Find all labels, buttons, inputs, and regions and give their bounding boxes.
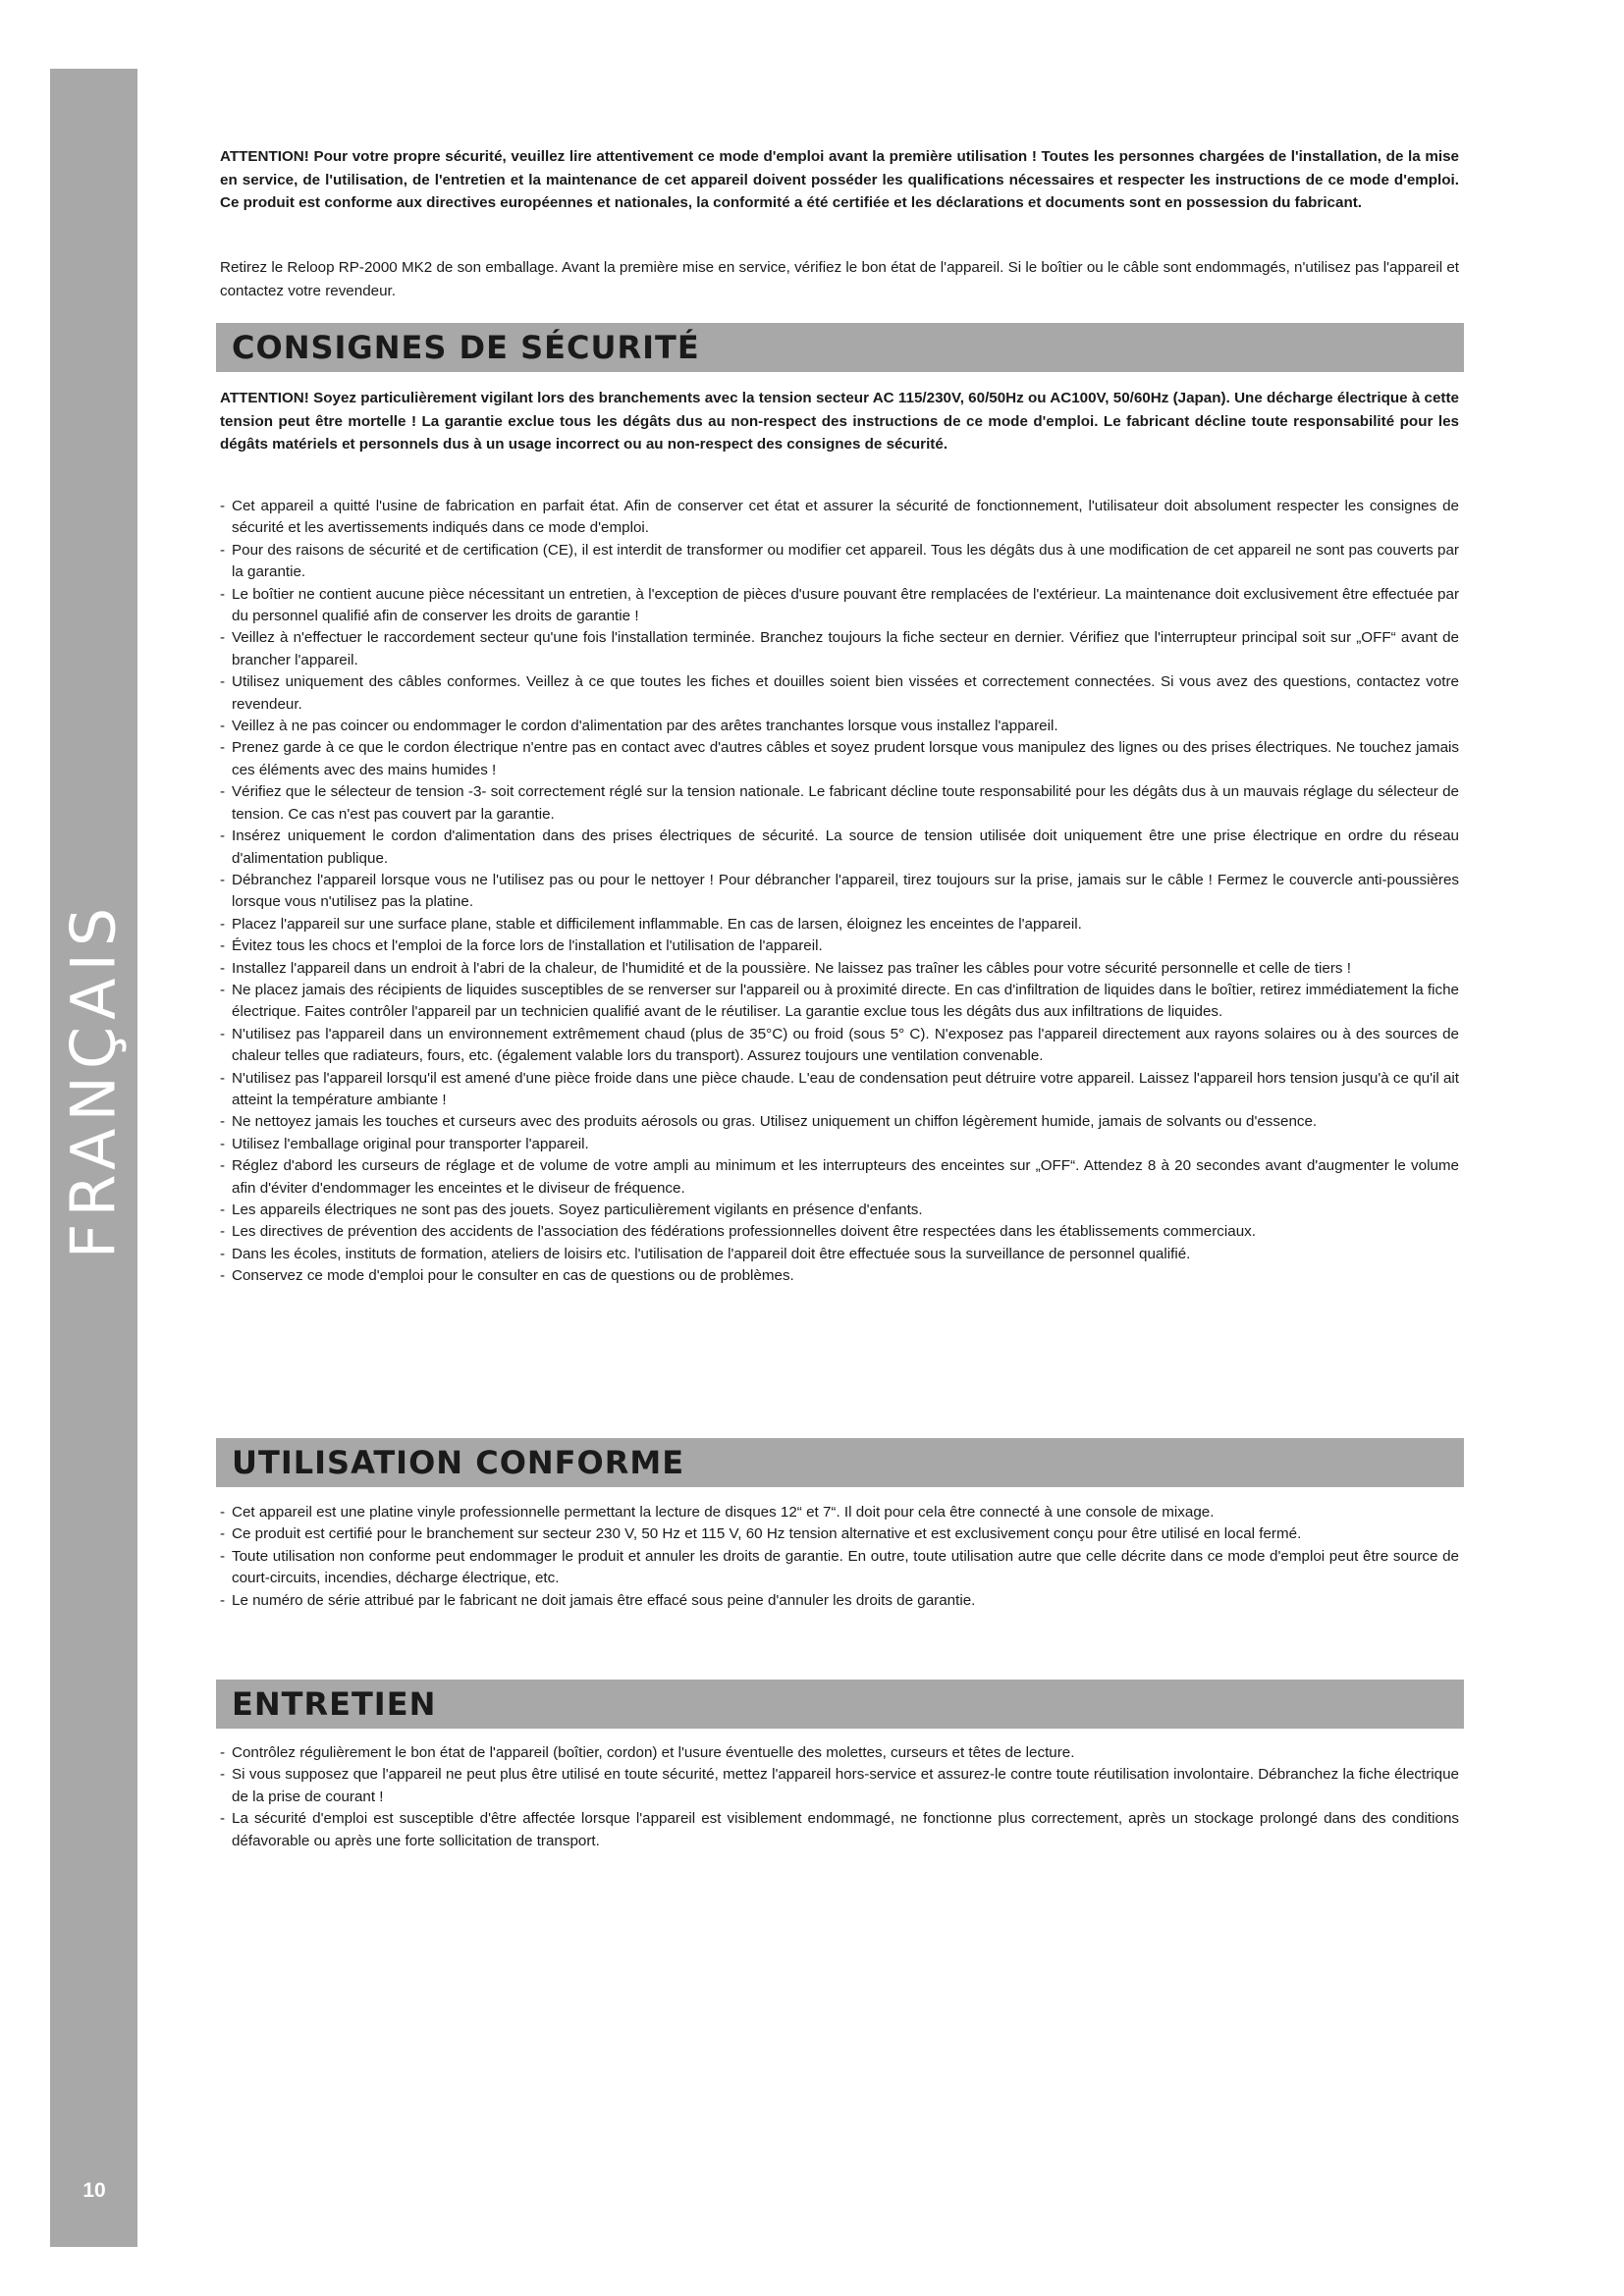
safety-item: - Placez l'appareil sur une surface plane, stable et difficilement inflammable. En cas de larsen, éloignez les enceintes de l'appareil.: [220, 914, 1459, 935]
safety-item: - Le boîtier ne contient aucune pièce nécessitant un entretien, à l'exception de pièces d'usure pouvant être remplacées de l'extérieur. La maintenance doit exclusivement être effectuée par du personnel qualifié afin de conserver les droits de garantie !: [220, 584, 1459, 628]
safety-item: - Débranchez l'appareil lorsque vous ne l'utilisez pas ou pour le nettoyer ! Pour débrancher l'appareil, tirez toujours sur la prise, jamais sur le câble ! Fermez le couvercle anti-poussières lorsque vous n'utilisez pas la platine.: [220, 870, 1459, 914]
intro-attention: ATTENTION! Pour votre propre sécurité, veuillez lire attentivement ce mode d'emploi avant la première utilisation ! Toutes les personnes chargées de l'installation, de la mise en service, de l'utilisation, de l'entretien et la maintenance de cet appareil doivent posséder les qualifications nécessaires et respecter les instructions de ce mode d'emploi. Ce produit est conforme aux directives européennes et nationales, la conformité a été certifiée et les déclarations et documents sont en possession du fabricant.: [220, 148, 1459, 211]
maintenance-list: [220, 1742, 1459, 1852]
safety-title: CONSIGNES DE SÉCURITÉ: [232, 329, 700, 366]
usage-item: - Le numéro de série attribué par le fabricant ne doit jamais être effacé sous peine d'annuler les droits de garantie.: [220, 1590, 1459, 1612]
usage-item: - Cet appareil est une platine vinyle professionnelle permettant la lecture de disques 12“ et 7“. Il doit pour cela être connecté à une console de mixage.: [220, 1502, 1459, 1523]
safety-item: - Prenez garde à ce que le cordon électrique n'entre pas en contact avec d'autres câbles et soyez prudent lorsque vous manipulez des lignes ou des prises électriques. Ne touchez jamais ces éléments avec des mains humides !: [220, 737, 1459, 781]
maintenance-heading-bar: [216, 1680, 1464, 1729]
safety-item: - Utilisez l'emballage original pour transporter l'appareil.: [220, 1134, 1459, 1155]
safety-item: - Vérifiez que le sélecteur de tension -3- soit correctement réglé sur la tension nationale. Le fabricant décline toute responsabilité pour les dégâts dus à un mauvais réglage du sélecteur de tension. Ce cas n'est pas couvert par la garantie.: [220, 781, 1459, 826]
safety-heading-bar: [216, 323, 1464, 372]
safety-item: - Cet appareil a quitté l'usine de fabrication en parfait état. Afin de conserver cet état et assurer la sécurité de fonctionnement, l'utilisateur doit absolument respecter les consignes de sécurité et les avertissements indiqués dans ce mode d'emploi.: [220, 496, 1459, 540]
safety-warning: ATTENTION! Soyez particulièrement vigilant lors des branchements avec la tension secteur AC 115/230V, 60/50Hz ou AC100V, 50/60Hz (Japan). Une décharge électrique à cette tension peut être mortelle ! La garantie exclue tous les dégâts dus au non-respect des instructions de ce mode d'emploi. Le fabricant décline toute responsabilité pour les dégâts matériels et personnels dus à un usage incorrect ou au non-respect des consignes de sécurité.: [220, 390, 1459, 453]
safety-item: - N'utilisez pas l'appareil lorsqu'il est amené d'une pièce froide dans une pièce chaude. L'eau de condensation peut détruire votre appareil. Laissez l'appareil hors tension jusqu'à ce qu'il ait atteint la température ambiante !: [220, 1068, 1459, 1112]
safety-item: - Dans les écoles, instituts de formation, ateliers de loisirs etc. l'utilisation de l'appareil doit être effectuée sous la surveillance de personnel qualifié.: [220, 1244, 1459, 1265]
safety-item: - N'utilisez pas l'appareil dans un environnement extrêmement chaud (plus de 35°C) ou froid (sous 5° C). N'exposez pas l'appareil directement aux rayons solaires ou à des sources de chaleur telles que radiateurs, fours, etc. (également valable lors du transport). Assurez toujours une ventilation convenable.: [220, 1024, 1459, 1068]
safety-item: - Utilisez uniquement des câbles conformes. Veillez à ce que toutes les fiches et douilles soient bien vissées et correctement connectées. Si vous avez des questions, contactez votre revendeur.: [220, 671, 1459, 716]
usage-item: - Ce produit est certifié pour le branchement sur secteur 230 V, 50 Hz et 115 V, 60 Hz tension alternative et est exclusivement conçu pour être utilisé en local fermé.: [220, 1523, 1459, 1545]
safety-item: - Installez l'appareil dans un endroit à l'abri de la chaleur, de l'humidité et de la poussière. Ne laissez pas traîner les câbles pour votre sécurité personnelle et celle de tiers !: [220, 958, 1459, 980]
maintenance-title: ENTRETIEN: [232, 1685, 437, 1723]
safety-item: - Conservez ce mode d'emploi pour le consulter en cas de questions ou de problèmes.: [220, 1265, 1459, 1287]
maintenance-item: - La sécurité d'emploi est susceptible d'être affectée lorsque l'appareil est visiblement endommagé, ne fonctionne plus correctement, après un stockage prolongé dans des conditions défavorable ou après une forte sollicitation de transport.: [220, 1808, 1459, 1852]
usage-heading-bar: [216, 1438, 1464, 1487]
page-number: 10: [82, 2179, 106, 2202]
safety-item: - Ne placez jamais des récipients de liquides susceptibles de se renverser sur l'appareil ou à proximité directe. En cas d'infiltration de liquides dans le boîtier, retirez immédiatement la fiche électrique. Faites contrôler l'appareil par un technicien qualifié avant de le réutiliser. La garantie exclue tous les dégâts dus aux infiltrations de liquides.: [220, 980, 1459, 1024]
intro-unpack: Retirez le Reloop RP-2000 MK2 de son emballage. Avant la première mise en service, vérifiez le bon état de l'appareil. Si le boîtier ou le câble sont endommagés, n'utilisez pas l'appareil et contactez votre revendeur.: [220, 259, 1459, 299]
safety-item: - Évitez tous les chocs et l'emploi de la force lors de l'installation et l'utilisation de l'appareil.: [220, 935, 1459, 957]
safety-item: - Pour des raisons de sécurité et de certification (CE), il est interdit de transformer ou modifier cet appareil. Tous les dégâts dus à une modification de cet appareil ne sont pas couverts par la garantie.: [220, 540, 1459, 584]
safety-item: - Veillez à ne pas coincer ou endommager le cordon d'alimentation par des arêtes tranchantes lorsque vous installez l'appareil.: [220, 716, 1459, 737]
maintenance-item: - Contrôlez régulièrement le bon état de l'appareil (boîtier, cordon) et l'usure éventuelle des molettes, curseurs et têtes de lecture.: [220, 1742, 1459, 1764]
safety-item: - Réglez d'abord les curseurs de réglage et de volume de votre ampli au minimum et les interrupteurs des enceintes sur „OFF“. Attendez 8 à 20 secondes avant d'augmenter le volume afin d'éviter d'endommager les enceintes et le diviseur de fréquence.: [220, 1155, 1459, 1200]
safety-item: - Les directives de prévention des accidents de l'association des fédérations professionnelles doivent être respectées dans les établissements commerciaux.: [220, 1221, 1459, 1243]
usage-item: - Toute utilisation non conforme peut endommager le produit et annuler les droits de garantie. En outre, toute utilisation autre que celle décrite dans ce mode d'emploi peut être source de court-circuits, incendies, décharge électrique, etc.: [220, 1546, 1459, 1590]
safety-item: - Les appareils électriques ne sont pas des jouets. Soyez particulièrement vigilants en présence d'enfants.: [220, 1200, 1459, 1221]
language-label: FRANÇAIS: [57, 900, 130, 1259]
usage-list: [220, 1502, 1459, 1612]
safety-item: - Ne nettoyez jamais les touches et curseurs avec des produits aérosols ou gras. Utilisez uniquement un chiffon légèrement humide, jamais de solvants ou d'essence.: [220, 1111, 1459, 1133]
safety-item: - Veillez à n'effectuer le raccordement secteur qu'une fois l'installation terminée. Branchez toujours la fiche secteur en dernier. Vérifiez que l'interrupteur principal soit sur „OFF“ avant de brancher l'appareil.: [220, 627, 1459, 671]
maintenance-item: - Si vous supposez que l'appareil ne peut plus être utilisé en toute sécurité, mettez l'appareil hors-service et assurez-le contre toute réutilisation involontaire. Débranchez la fiche électrique de la prise de courant !: [220, 1764, 1459, 1808]
safety-item: - Insérez uniquement le cordon d'alimentation dans des prises électriques de sécurité. La source de tension utilisée doit uniquement être une prise électrique en ordre du réseau d'alimentation publique.: [220, 826, 1459, 870]
safety-list: [220, 496, 1459, 1288]
usage-title: UTILISATION CONFORME: [232, 1444, 685, 1481]
